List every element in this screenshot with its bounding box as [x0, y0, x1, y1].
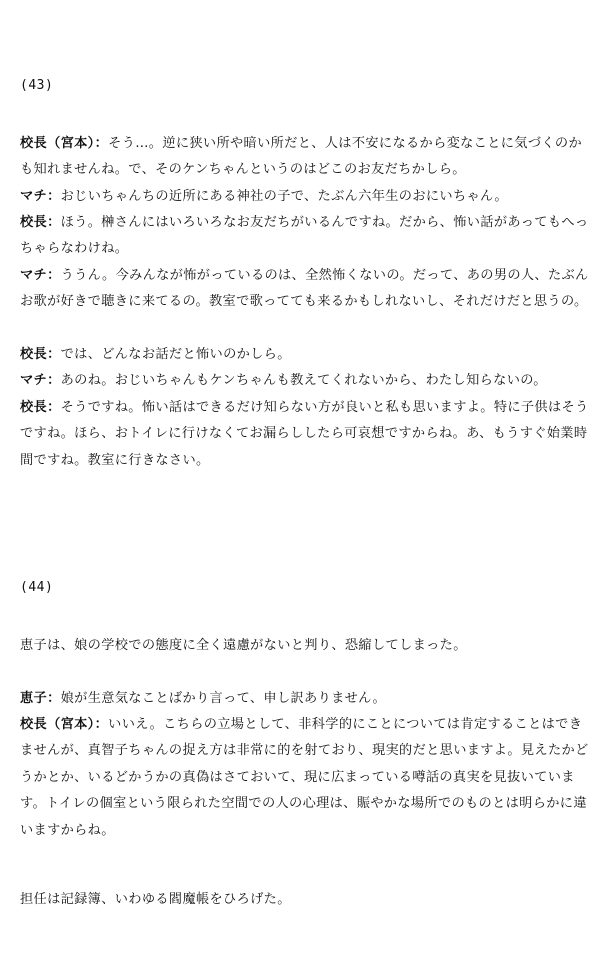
dialogue-text: あのね。おじいちゃんもケンちゃんも教えてくれないから、わたし知らないの。	[60, 373, 547, 388]
speaker-label: マチ：	[20, 189, 61, 204]
dialogue-text: いいえ。こちらの立場として、非科学的にことについては肯定することはできませんが、真智子ちゃんの捉え方は非常に的を射ており、現実的だと思いますよ。見えたかどうかとか、いるどかうかの真偽はさておいて、現に広まっている噂話の真実を見抜いています。トイレの個室という限られた空間での人の心理は、賑やかな場所でのものとは明らかに違いますからね。	[20, 717, 589, 838]
speaker-label: 校長：	[20, 400, 61, 415]
speaker-label: 校長（宮本）：	[20, 136, 109, 151]
narration-paragraph-2: 担任は記録簿、いわゆる閻魔帳をひろげた。	[20, 892, 291, 907]
dialogue-line-principal-5	[20, 712, 592, 844]
dialogue-line-keiko	[20, 686, 592, 712]
speaker-label: マチ：	[20, 373, 61, 388]
dialogue-line-principal-4	[20, 395, 592, 474]
dialogue-text: ほう。榊さんにはいろいろなお友だちがいるんですね。だから、怖い話があってもへっちゃらなわけね。	[20, 215, 589, 257]
dialogue-text: 娘が生意気なことばかり言って、申し訳ありません。	[60, 691, 387, 706]
section-number-43: (43)	[20, 78, 54, 93]
dialogue-line-principal-1	[20, 131, 592, 184]
speaker-label: 校長：	[20, 347, 61, 362]
dialogue-line-machi-1	[20, 184, 592, 210]
dialogue-text: そうですね。怖い話はできるだけ知らない方が良いと私も思いますよ。特に子供はそうですね。ほら、おトイレに行けなくてお漏らししたら可哀想ですからね。あ、もうすぐ始業時間ですね。教室に行きなさい。	[20, 400, 589, 468]
dialogue-text: おじいちゃんちの近所にある神社の子で、たぶん六年生のおにいちゃん。	[60, 189, 508, 204]
speaker-label: 校長：	[20, 215, 61, 230]
dialogue-line-machi-3	[20, 368, 592, 394]
dialogue-line-machi-2	[20, 263, 592, 316]
dialogue-text: ううん。今みんなが怖がっているのは、全然怖くないの。だって、あの男の人、たぶんお歌が好きで聴きに来てるの。教室で歌ってても来るかもしれないし、それだけだと思うの。	[20, 268, 589, 310]
section-number-44: (44)	[20, 580, 54, 595]
dialogue-line-principal-2	[20, 210, 592, 263]
speaker-label: 校長（宮本）：	[20, 717, 109, 732]
speaker-label: 恵子：	[20, 691, 61, 706]
speaker-label: マチ：	[20, 268, 61, 283]
narration-paragraph-1: 恵子は、娘の学校での態度に全く遠慮がないと判り、恐縮してしまった。	[20, 638, 467, 653]
dialogue-line-principal-3	[20, 342, 592, 368]
dialogue-text: では、どんなお話だと怖いのかしら。	[60, 347, 291, 362]
dialogue-text: そう…。逆に狭い所や暗い所だと、人は不安になるから変なことに気づくのかも知れませんね。で、そのケンちゃんというのはどこのお友だちかしら。	[20, 136, 582, 178]
